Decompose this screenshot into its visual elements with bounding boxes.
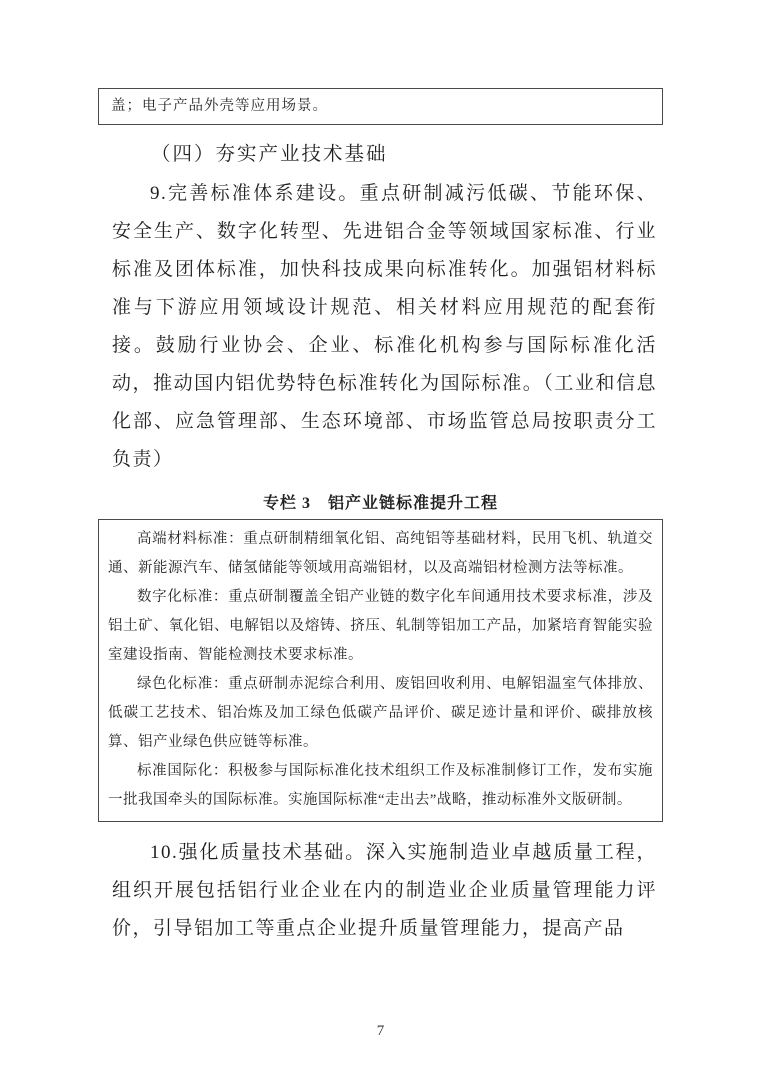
column-paragraph-digitalization: 数字化标准：重点研制覆盖全铝产业链的数字化车间通用技术要求标准，涉及铝土矿、氧化铝、电解铝以及熔铸、挤压、轧制等铝加工产品，加紧培育智能实验室建设指南、智能检测技术要求标准。 [108, 589, 653, 663]
column-paragraph-high-end-materials: 高端材料标准：重点研制精细氧化铝、高纯铝等基础材料，民用飞机、轨道交通、新能源汽车、储氢储能等领域用高端铝材，以及高端铝材检测方法等标准。 [108, 531, 653, 576]
carryover-text: 盖；电子产品外壳等应用场景。 [111, 98, 328, 114]
page-number: 7 [376, 1023, 385, 1039]
section-heading: （四）夯实产业技术基础 [151, 144, 388, 165]
paragraph-9: 9.完善标准体系建设。重点研制减污低碳、节能环保、安全生产、数字化转型、先进铝合金等领域国家标准、行业标准及团体标准，加快科技成果向标准转化。加强铝材料标准与下游应用领域设计规范、相关材料应用规范的配套衔接。鼓励行业协会、企业、标准化机构参与国际标准化活动，推动国内铝优势特色标准转化为国际标准。（工业和信息化部、应急管理部、生态环境部、市场监管总局按职责分工负责） [112, 183, 657, 470]
column-box-title: 专栏 3 铝产业链标准提升工程 [262, 495, 498, 512]
paragraph-10: 10.强化质量技术基础。深入实施制造业卓越质量工程，组织开展包括铝行业企业在内的制造业企业质量管理能力评价，引导铝加工等重点企业提升质量管理能力，提高产品 [112, 842, 657, 939]
carryover-text-box [98, 88, 663, 125]
column-paragraph-internationalization: 标准国际化：积极参与国际标准化技术组织工作及标准制修订工作，发布实施一批我国牵头的国际标准。实施国际标准“走出去”战略，推动标准外文版研制。 [108, 763, 653, 808]
column-box [98, 519, 663, 822]
column-paragraph-green: 绿色化标准：重点研制赤泥综合利用、废铝回收利用、电解铝温室气体排放、低碳工艺技术、铝冶炼及加工绿色低碳产品评价、碳足迹计量和评价、碳排放核算、铝产业绿色供应链等标准。 [108, 676, 653, 750]
